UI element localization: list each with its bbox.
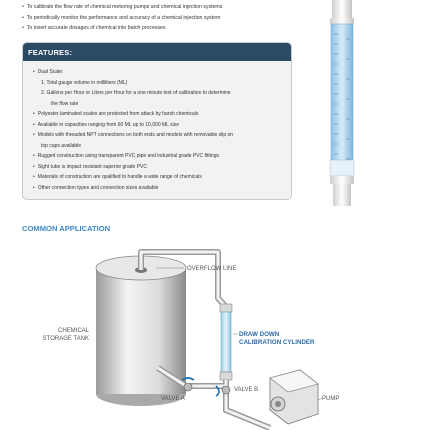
chemical-storage-tank	[96, 256, 186, 406]
feature-bullet: • Polyester laminated scales are protected from attack by harsh chemicals	[33, 109, 281, 120]
intro-bullet: • To insert accurate dosages of chemical into batch processes	[22, 23, 292, 34]
calibration-cylinder-photo	[322, 0, 362, 210]
intro-bullet: • To calibrate the flow rate of chemical metering pumps and chemical injection systems	[22, 2, 292, 13]
feature-bullet: • Sight tube is impact resistant superior grade PVC	[33, 162, 281, 173]
feature-scale-item: the flow rate	[51, 100, 79, 107]
features-heading: FEATURES:	[28, 47, 73, 57]
features-list	[23, 61, 291, 193]
feature-bullet: • Rugged construction using transparent PVC pipe and industrial grade PVC fittings	[33, 151, 281, 162]
pump-icon	[270, 370, 318, 424]
features-header	[23, 43, 291, 61]
feature-bullet: • Other connection types and connection sizes available	[33, 183, 281, 194]
tank-label-line2: STORAGE TANK	[42, 336, 89, 342]
valve-b-label: VALVE B	[234, 387, 259, 393]
intro-bullet-list	[22, 2, 292, 34]
feature-bullet: • Available in capacities ranging from 60 ML up to 10,000 ML size	[33, 120, 281, 131]
valve-a-label: VALVE A	[161, 396, 185, 402]
feature-scale-item: 1. Total gauge volume in milliliters (ML)	[41, 79, 128, 86]
calibration-cylinder	[220, 304, 232, 380]
feature-scale-item: 2. Gallons per Hour or Liters per Hour for a one minute test of calibration to determine	[41, 90, 231, 96]
features-panel	[22, 42, 292, 200]
cylinder-label-line1: DRAW DOWN	[239, 331, 280, 338]
common-application-title: COMMON APPLICATION	[22, 224, 111, 233]
cylinder-label-line2: CALIBRATION CYLINDER	[239, 339, 315, 346]
feature-dual-scale: • Dual Scale:	[33, 67, 281, 78]
feature-bullet: • Models with threaded NPT connections on both ends and models with removable slip on	[33, 130, 281, 141]
intro-bullet: • To periodically monitor the performance and accuracy of a chemical injection system	[22, 13, 292, 24]
feature-bullet-continued: top caps available	[41, 142, 82, 149]
feature-bullet: • Materials of construction are qualified to handle a wide range of chemicals	[33, 172, 281, 183]
pump-label: PUMP	[322, 396, 340, 402]
overflow-line-label: OVERFLOW LINE	[187, 266, 237, 272]
tank-label-line1: CHEMICAL	[57, 328, 89, 334]
common-application-diagram	[0, 238, 430, 430]
